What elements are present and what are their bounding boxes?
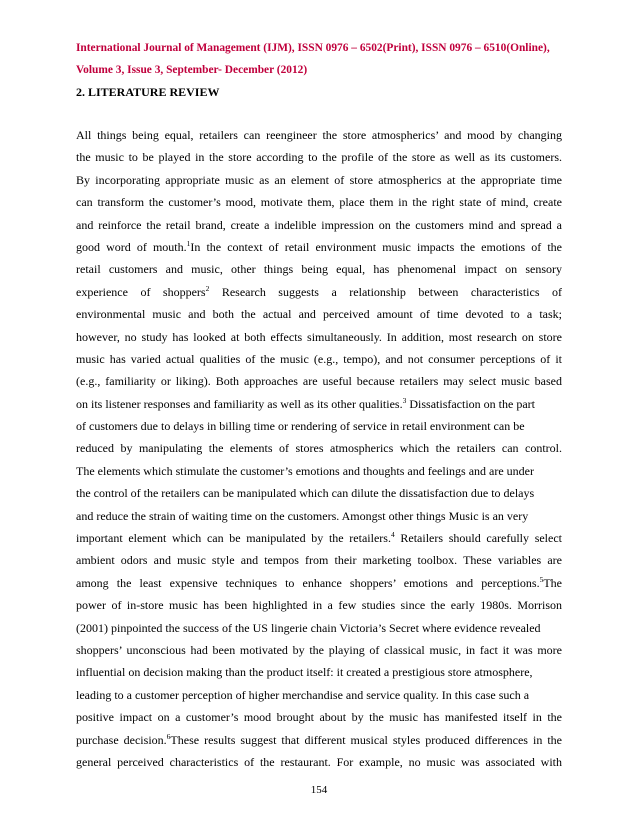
- footnote-ref: 6: [166, 731, 171, 741]
- text-segment: The: [543, 575, 562, 590]
- text-line: environmental music and both the actual and perceived amount of time devoted to a task;: [76, 307, 562, 322]
- footnote-ref: 2: [205, 283, 210, 293]
- text-segment: among the least expensive techniques to enhance shoppers’ emotions and perceptions.: [76, 575, 540, 590]
- text-line: general perceived characteristics of the restaurant. For example, no music was associated with: [76, 754, 562, 769]
- journal-header-line-1: International Journal of Management (IJM), ISSN 0976 – 6502(Print), ISSN 0976 – 6510(Online),: [76, 42, 550, 54]
- text-line: All things being equal, retailers can reengineer the store atmospherics’ and mood by changing: [76, 128, 562, 142]
- text-line: [76, 527, 562, 549]
- text-line: can transform the customer’s mood, motivate them, place them in the right state of mind, create: [76, 195, 562, 210]
- text-line: retail customers and music, other things being equal, has phenomenal impact on sensory: [76, 262, 562, 277]
- text-line: leading to a customer perception of higher merchandise and service quality. In this case such a: [76, 687, 530, 702]
- journal-header: [76, 37, 566, 81]
- body-paragraph: [76, 124, 562, 773]
- text-segment: important element which can be manipulated by the retailers.: [76, 531, 391, 546]
- text-segment: In the context of retail environment music impacts the emotions of the: [190, 239, 563, 254]
- text-line: however, no study has looked at both effects simultaneously. In addition, most research on store: [76, 329, 562, 344]
- text-line: and reinforce the retail brand, create a indelible impression on the customers mind and spread a: [76, 217, 562, 232]
- text-line: positive impact on a customer’s mood brought about by the music has manifested itself in the: [76, 710, 562, 725]
- text-segment: on its listener responses and familiarity as well as its other qualities.: [76, 396, 403, 411]
- text-segment: purchase decision.: [76, 732, 167, 747]
- footnote-ref: 5: [539, 574, 544, 584]
- text-line: (e.g., familiarity or liking). Both approaches are useful because retailers may select music based: [76, 374, 562, 389]
- text-line: [76, 729, 562, 751]
- text-segment: good word of mouth.: [76, 239, 187, 254]
- text-line: the music to be played in the store according to the profile of the store as well as its customers.: [76, 150, 562, 165]
- text-line: [76, 393, 562, 415]
- text-line: reduced by manipulating the elements of stores atmospherics which the retailers can control.: [76, 441, 562, 456]
- text-line: ambient odors and music style and tempos from their marketing toolbox. These variables are: [76, 553, 562, 568]
- text-line: music has varied actual qualities of the music (e.g., tempo), and not consumer perceptions of it: [76, 351, 562, 366]
- text-line: By incorporating appropriate music as an element of store atmospherics at the appropriate time: [76, 172, 562, 187]
- text-line: [76, 236, 562, 258]
- text-segment: Research suggests a relationship between characteristics of: [209, 284, 562, 299]
- text-line: (2001) pinpointed the success of the US lingerie chain Victoria’s Secret where evidence revealed: [76, 620, 541, 635]
- journal-header-line-2: Volume 3, Issue 3, September- December (2012): [76, 64, 308, 76]
- footnote-ref: 3: [402, 395, 407, 405]
- text-line: shoppers’ unconscious had been motivated by the playing of classical music, in fact it was more: [76, 642, 562, 657]
- page-number: 154: [310, 784, 328, 796]
- section-title: 2. LITERATURE REVIEW: [76, 85, 220, 99]
- text-line: [76, 281, 562, 303]
- text-line: power of in-store music has been highlighted in a few studies since the early 1980s. Morrison: [76, 598, 562, 613]
- text-segment: These results suggest that different musical styles produced differences in the: [170, 732, 562, 747]
- text-segment: experience of shoppers: [76, 284, 206, 299]
- text-line: and reduce the strain of waiting time on the customers. Amongst other things Music is an very: [76, 508, 529, 523]
- text-line: The elements which stimulate the customer’s emotions and thoughts and feelings and are under: [76, 463, 534, 478]
- text-line: the control of the retailers can be manipulated which can dilute the dissatisfaction due to delays: [76, 486, 535, 501]
- text-line: of customers due to delays in billing time or rendering of service in retail environment can be: [76, 419, 525, 434]
- footnote-ref: 4: [390, 530, 395, 540]
- text-segment: Retailers should carefully select: [394, 531, 563, 546]
- text-segment: Dissatisfaction on the part: [406, 396, 535, 411]
- text-line: influential on decision making than the product itself: it created a prestigious store atmosphere,: [76, 665, 533, 680]
- text-line: [76, 572, 562, 594]
- footnote-ref: 1: [186, 238, 191, 248]
